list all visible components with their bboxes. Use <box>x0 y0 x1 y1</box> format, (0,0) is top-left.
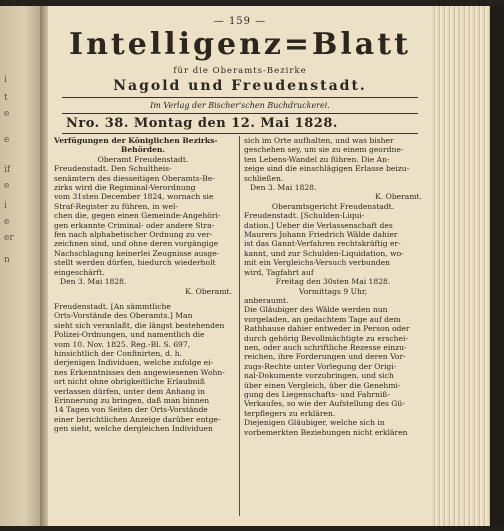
left-page-glyph: i <box>4 201 7 211</box>
text-line: dation.] Ueber die Verlassenschaft des <box>244 220 393 230</box>
text-line: 14 Tagen von Seiten der Orts-Vorstände <box>54 405 208 415</box>
text-line: nal-Dokumente vorzubringen, und sich <box>244 371 394 381</box>
text-line: zugs-Rechte unter Vorlegung der Origi- <box>244 361 397 371</box>
issue-rule-bottom <box>62 133 418 134</box>
text-line: geschehen sey, um sie zu einem geordne- <box>244 145 404 155</box>
text-line: durch gehörig Bevollmächtigte zu erschei- <box>244 333 409 343</box>
text-line: Freitag den 30sten Mai 1828. <box>275 277 391 287</box>
text-line: zirks wird die Regiminal-Verordnung <box>54 183 196 193</box>
text-line: ort nicht ohne obrigkeitliche Erlaubniß <box>54 377 205 387</box>
page-stack-edge <box>432 6 494 526</box>
text-line: chen die, gegen einen Gemeinde-Angehöri- <box>54 211 221 221</box>
text-line: Nachschlagung keinerlei Zeugnisse ausge- <box>54 248 220 258</box>
left-page-edge <box>0 6 40 526</box>
text-line: wird, Tagfahrt auf <box>244 267 314 277</box>
text-line: Oberamt Freudenstadt. <box>97 154 189 164</box>
left-page-glyph: t <box>4 93 8 103</box>
text-line: sich im Orte aufhalten, und was bisher <box>244 136 394 145</box>
text-line: kannt, und zur Schulden-Liquidation, wo- <box>244 248 404 258</box>
text-line: gung des Liegenschafts- und Fahrniß- <box>244 389 390 399</box>
text-line: anberaumt. <box>244 295 289 305</box>
text-line: nen, oder auch schriftliche Rezesse einzu- <box>244 342 407 352</box>
text-line: fen nach alphabetischer Ordnung zu ver- <box>54 230 213 240</box>
masthead-title: Intelligenz=Blatt <box>69 27 411 62</box>
text-line: Den 3. Mai 1828. <box>250 183 317 193</box>
left-page-glyph: er <box>4 233 14 243</box>
left-page-glyph: e <box>4 135 10 145</box>
text-line: reichen, ihre Forderungen und deren Vor- <box>244 352 406 362</box>
left-page-glyph: n <box>4 255 10 265</box>
issue-rule-top <box>62 113 418 114</box>
left-page-glyph: e <box>4 109 10 119</box>
text-line: Erinnerung zu bringen, daß man binnen <box>54 395 210 405</box>
text-line: ist das Gannt-Verfahren rechtskräftig er- <box>244 239 401 249</box>
left-page-glyph: i <box>4 75 7 85</box>
text-line: derjenigen Individuen, welche zufolge ei- <box>54 358 214 368</box>
text-line: Behörden. <box>120 145 166 155</box>
text-line: Die Gläubiger des Wälde werden nun <box>244 305 388 315</box>
text-line: Verfügungen der Königlichen Bezirks- <box>54 136 218 145</box>
text-line: ten Lebens-Wandel zu führen. Die An- <box>244 154 390 164</box>
newspaper-page <box>48 6 432 526</box>
text-line: Freudenstadt. Den Schultheis- <box>54 164 172 174</box>
text-line: nes Erkenntnisses den angewiesenen Wohn- <box>54 367 225 377</box>
text-line: Polizei-Ordnungen, und namentlich die <box>54 330 205 340</box>
right-column <box>244 136 422 437</box>
text-line: K. Oberamt. <box>185 286 232 296</box>
text-line: Oberamtsgericht Freudenstadt. <box>271 201 395 211</box>
text-line: hinsichtlich der Confinirten, d. h. <box>54 348 183 358</box>
text-line: vom 31sten December 1824, wornach sie <box>54 192 214 202</box>
text-line: zeichnen sind, und ohne deren vorgängige <box>54 239 219 249</box>
text-line: schließen. <box>244 173 284 183</box>
text-line: Den 3. Mai 1828. <box>60 277 127 287</box>
text-line: vom 10. Nov. 1825. Reg.-Bl. S. 697, <box>54 339 191 349</box>
publisher-line: Im Verlag der Bischer'schen Buchdruckerei. <box>150 101 330 110</box>
column-divider <box>239 136 240 516</box>
masthead-region: Nagold und Freudenstadt. <box>113 78 367 94</box>
text-line: stellt werden dürfen, hiedurch wiederholt <box>54 258 216 268</box>
text-line: Diejenigen Gläubiger, welche sich in <box>244 418 385 428</box>
text-line: Maurers Johann Friedrich Wälde dahier <box>244 230 398 240</box>
text-line: senämtern des diesseitigen Oberamts-Be- <box>54 173 215 183</box>
text-line: gen erkannte Criminal- oder andere Stra- <box>54 220 215 230</box>
text-line: Freudenstadt. [Schulden-Liqui- <box>244 211 365 221</box>
text-line: Verkaufes, so wie der Aufstellung des Gü- <box>244 399 405 409</box>
text-line: Rathhause dahier entweder in Person oder <box>244 324 410 334</box>
masthead-rule <box>62 97 418 98</box>
text-line: terpflegers zu erklären. <box>244 408 336 418</box>
text-line: sieht sich veranlaßt, die längst bestehenden <box>54 320 225 330</box>
book-gutter <box>40 6 48 526</box>
text-line: vorgeladen, an gedachtem Tage auf dem <box>244 314 401 324</box>
text-line: Straf-Register zu führen, in wel- <box>54 201 178 211</box>
text-line: einer berichtlichen Anzeige darüber entge- <box>54 414 221 424</box>
left-page-glyph: e <box>4 217 10 227</box>
text-line: gen sieht, welche dergleichen Individuen <box>54 424 213 434</box>
text-line: Vormittags 9 Uhr, <box>298 286 368 296</box>
page-shadow <box>490 6 504 526</box>
issue-line: Nro. 38. Montag den 12. Mai 1828. <box>66 116 338 131</box>
text-line: Freudenstadt. [An sämmtliche <box>54 301 171 311</box>
left-column <box>54 136 232 434</box>
left-page-glyph: e <box>4 181 10 191</box>
text-line: eingeschärft. <box>54 267 105 277</box>
page-number: — 159 — <box>213 16 267 27</box>
text-line: vorbemerkten Beziehungen nicht erklären <box>244 427 408 437</box>
text-line: mit ein Vergleichs-Versuch verbunden <box>244 258 391 268</box>
left-page-glyph: if <box>4 165 11 175</box>
text-line: über einen Vergleich, über die Genehmi- <box>244 380 401 390</box>
text-line: verlassen dürfen, unter dem Anhang in <box>54 386 205 396</box>
text-line: zeige sind die einschlägigen Erlasse beizu- <box>244 164 410 174</box>
masthead-subtitle: für die Oberamts-Bezirke <box>173 66 307 76</box>
text-line: K. Oberamt. <box>375 192 422 202</box>
text-line: Orts-Vorstände des Oberamts.] Man <box>54 311 193 321</box>
